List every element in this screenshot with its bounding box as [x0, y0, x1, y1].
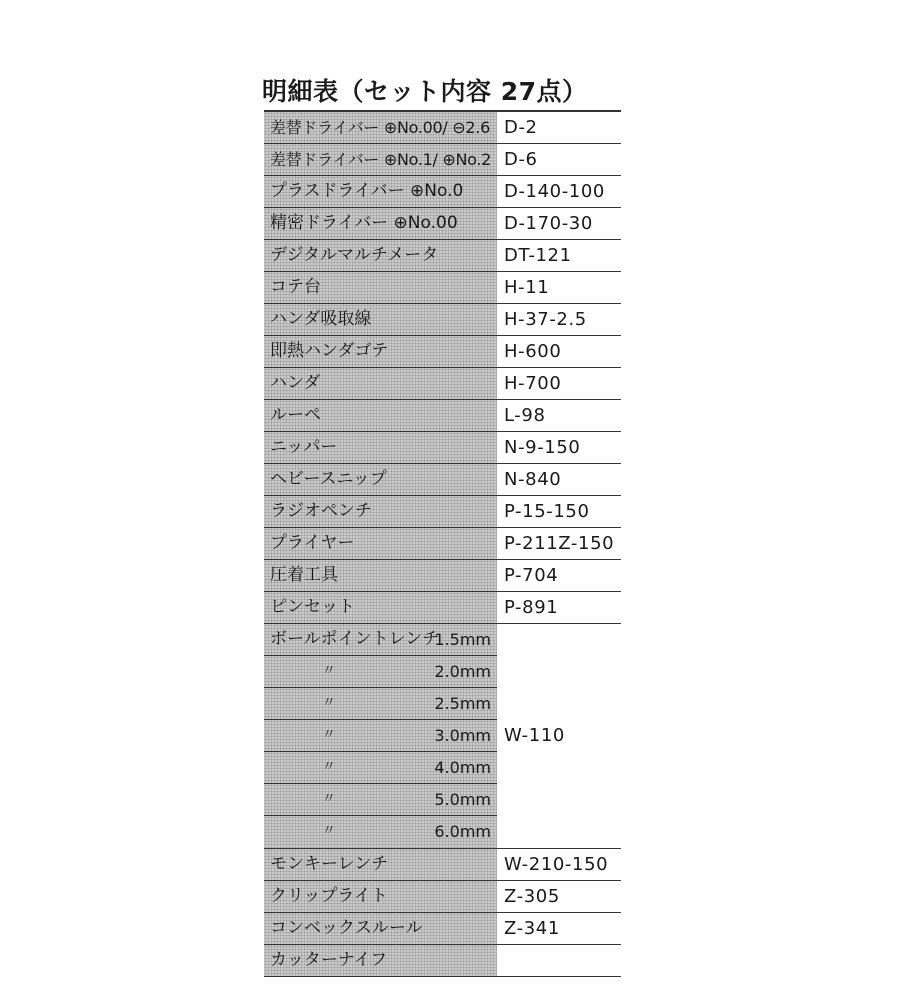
table-row — [264, 496, 621, 528]
item-name — [264, 688, 497, 720]
table-row — [264, 881, 621, 913]
parts-table — [264, 110, 621, 977]
item-code: N-9-150 — [504, 437, 581, 458]
ditto-mark: 〃 — [322, 791, 336, 807]
item-name — [264, 624, 497, 656]
wrench-name: ボールポイントレンチ — [270, 629, 440, 649]
wrench-size: 5.0mm — [434, 790, 491, 809]
table-row — [264, 272, 621, 304]
table-row — [264, 112, 621, 144]
table-row — [264, 945, 621, 977]
wrench-size: 3.0mm — [434, 726, 491, 745]
item-name: ルーペ — [264, 400, 497, 431]
item-name: 差替ドライバー ⊕No.1/ ⊕No.2 — [264, 144, 497, 175]
item-name: 圧着工具 — [264, 560, 497, 591]
item-name: カッターナイフ — [264, 945, 497, 976]
item-code: P-211Z-150 — [504, 533, 615, 554]
table-row — [264, 208, 621, 240]
table-row — [264, 464, 621, 496]
table-row — [264, 304, 621, 336]
item-code: P-704 — [504, 565, 559, 586]
ditto-mark: 〃 — [322, 759, 336, 775]
item-name — [264, 816, 497, 848]
item-code: DT-121 — [504, 245, 572, 266]
item-code: D-170-30 — [504, 213, 593, 234]
item-code: D-140-100 — [504, 181, 605, 202]
item-name: ハンダ — [264, 368, 497, 399]
ditto-mark: 〃 — [322, 695, 336, 711]
item-name: ニッパー — [264, 432, 497, 463]
table-row — [264, 688, 621, 720]
item-name: 精密ドライバー ⊕No.00 — [264, 208, 497, 239]
item-code: D-6 — [504, 149, 538, 170]
table-row — [264, 240, 621, 272]
table-row — [264, 752, 621, 784]
page-title: 明細表（セット内容 27点） — [262, 77, 588, 106]
table-row — [264, 368, 621, 400]
item-name — [264, 656, 497, 688]
ditto-mark: 〃 — [322, 823, 336, 839]
table-row — [264, 656, 621, 688]
table-row — [264, 849, 621, 881]
item-name: ピンセット — [264, 592, 497, 623]
table-row — [264, 400, 621, 432]
table-row — [264, 816, 621, 848]
item-name: デジタルマルチメータ — [264, 240, 497, 271]
wrench-group — [264, 624, 621, 849]
item-name: ハンダ吸取線 — [264, 304, 497, 335]
item-name: ヘビースニップ — [264, 464, 497, 495]
item-name: コンベックスルール — [264, 913, 497, 944]
item-name: プライヤー — [264, 528, 497, 559]
table-row — [264, 528, 621, 560]
item-name: プラスドライバー ⊕No.0 — [264, 176, 497, 207]
item-code: H-700 — [504, 373, 562, 394]
item-code: Z-305 — [504, 886, 560, 907]
table-row — [264, 176, 621, 208]
table-row — [264, 784, 621, 816]
table-row — [264, 592, 621, 624]
item-code: P-891 — [504, 597, 559, 618]
item-code: W-210-150 — [504, 854, 609, 875]
wrench-size: 2.0mm — [434, 662, 491, 681]
table-row — [264, 144, 621, 176]
table-row — [264, 336, 621, 368]
item-name: ラジオペンチ — [264, 496, 497, 527]
table-row — [264, 560, 621, 592]
item-name — [264, 720, 497, 752]
table-row — [264, 624, 621, 656]
item-name: モンキーレンチ — [264, 849, 497, 880]
item-code: P-15-150 — [504, 501, 590, 522]
item-name: 差替ドライバー ⊕No.00/ ⊖2.6 — [264, 112, 497, 143]
ditto-mark: 〃 — [322, 663, 336, 679]
ditto-mark: 〃 — [322, 727, 336, 743]
item-code: Z-341 — [504, 918, 560, 939]
item-name: 即熱ハンダゴテ — [264, 336, 497, 367]
item-code: H-37-2.5 — [504, 309, 587, 330]
item-code: H-600 — [504, 341, 562, 362]
item-name: コテ台 — [264, 272, 497, 303]
item-name: クリップライト — [264, 881, 497, 912]
wrench-size: 2.5mm — [434, 694, 491, 713]
item-name — [264, 784, 497, 816]
item-name — [264, 752, 497, 784]
item-code: L-98 — [504, 405, 546, 426]
wrench-size: 6.0mm — [434, 822, 491, 841]
wrench-size: 1.5mm — [434, 630, 491, 649]
item-code: H-11 — [504, 277, 550, 298]
item-code: W-110 — [504, 725, 565, 746]
table-row — [264, 913, 621, 945]
table-row — [264, 432, 621, 464]
item-code: N-840 — [504, 469, 562, 490]
table-row — [264, 720, 621, 752]
wrench-size: 4.0mm — [434, 758, 491, 777]
item-code: D-2 — [504, 117, 538, 138]
